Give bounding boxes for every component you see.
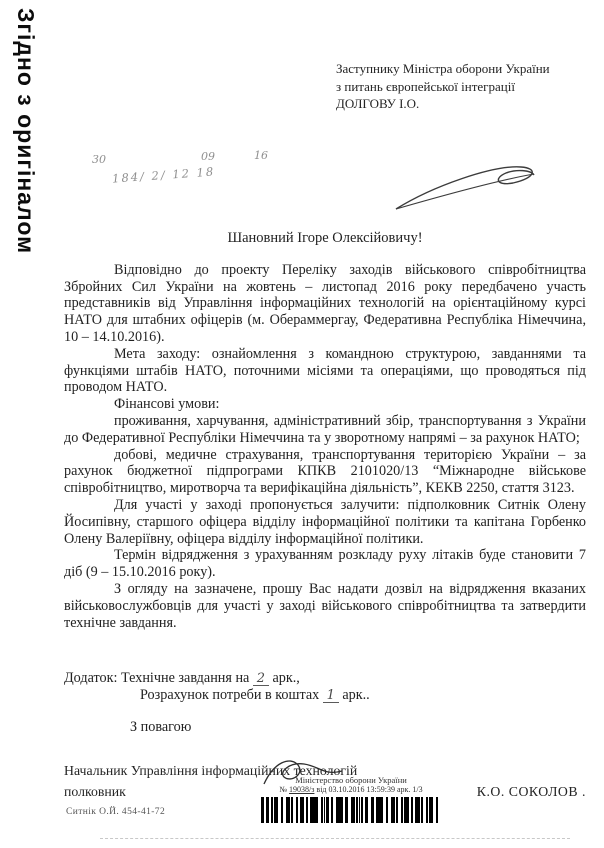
number-prefix: № — [279, 785, 288, 794]
salutation: Шановний Ігоре Олексійовичу! — [227, 230, 423, 246]
registration-stamp-number-line — [244, 785, 458, 795]
registration-details: від 03.10.2016 13:59:39 арк. 1/3 — [316, 785, 423, 794]
letter-body — [64, 230, 586, 631]
registration-stamp-org: Міністерство оборони України — [295, 775, 407, 785]
signer-rank: полковник — [64, 784, 126, 799]
handwritten-registration-number: 184/ 2/ 12 18 — [111, 164, 216, 186]
attachment-text: Розрахунок потреби в коштах — [140, 687, 320, 703]
handwritten-date-month: 09 — [201, 150, 215, 163]
addressee-name: ДОЛГОВУ І.О. — [336, 96, 420, 111]
barcode — [261, 797, 441, 823]
attachment-line-2 — [140, 687, 586, 704]
handwritten-sheet-count: 1 — [323, 689, 339, 703]
attachment-block — [64, 670, 586, 704]
paragraph-financial-heading: Фінансові умови: — [114, 396, 220, 413]
attachment-label: Додаток: — [64, 670, 118, 686]
addressee-block — [336, 60, 550, 113]
handwritten-sheet-count: 2 — [253, 672, 269, 686]
attachment-suffix: арк.. — [342, 687, 370, 703]
handwritten-date-day: 30 — [92, 153, 106, 166]
attachment-suffix: арк., — [272, 670, 300, 686]
minister-signature-icon — [393, 158, 543, 216]
executor-contact: Ситнік О.Й. 454-41-72 — [66, 807, 166, 817]
registration-number: 19038/з — [289, 785, 315, 794]
paragraph-duration: Термін відрядження з урахуванням розкладу руху літаків буде становити 7 діб (9 – 15.10.2016 року). — [64, 547, 586, 581]
paragraph-request: З огляду на зазначене, прошу Вас надати дозвіл на відрядження вказаних військовослужбовців для участі у заході військового співробітництва та затвердити технічне завдання. — [64, 580, 586, 631]
addressee-line: Заступнику Міністра оборони України — [336, 61, 550, 76]
closing-phrase: З повагою — [130, 719, 192, 735]
signer-position: Начальник Управління інформаційних технологій — [64, 763, 358, 778]
paragraph-purpose: Мета заходу: ознайомлення з командною структурою, завданнями та функціями штабів НАТО, поточними місіями та операціями, що проводяться під проводом НАТО. — [64, 345, 586, 396]
attachment-text: Технічне завдання на — [121, 670, 250, 686]
handwritten-date-year: 16 — [254, 149, 268, 162]
paragraph-financial-nato: проживання, харчування, адміністративний збір, транспортування з України до Федеративної Республіки Німеччина та у зворотному напрямі – за рахунок НАТО; — [64, 412, 586, 446]
registration-stamp — [244, 776, 458, 823]
paragraph-participants: Для участі у заході пропонується залучити: підполковник Ситнік Олену Йосипівну, старшого офіцера відділу інформаційної політики та капітана Горбенко Олену Валеріївну, офіцера відділу інформаційної політики. — [64, 496, 586, 547]
addressee-line: з питань європейської інтеграції — [336, 78, 515, 94]
signer-name: К.О. СОКОЛОВ . — [476, 784, 586, 799]
attachment-line-1 — [64, 670, 586, 687]
paragraph-financial-budget: добові, медичне страхування, транспортування територією України – за рахунок бюджетної підпрограми КПКВ 2101020/13 “Міжнародне військове співробітництво, миротворча та верифікаційна діяльність”, КЕКВ 2250, стаття 3123. — [64, 446, 586, 497]
scan-artifact-line — [100, 838, 570, 839]
paragraph-intro: Відповідно до проекту Переліку заходів військового співробітництва Збройних Сил України на жовтень – листопад 2016 року передбачено участь представників від Управління інформаційних технологій на орієнтаційному курсі НАТО для штабних офіцерів (м. Обераммергау, Федеративна Республіка Німеччина, 10 – 14.10.2016). — [64, 261, 586, 345]
certified-copy-stamp: Згідно з оригіналом — [13, 8, 39, 255]
